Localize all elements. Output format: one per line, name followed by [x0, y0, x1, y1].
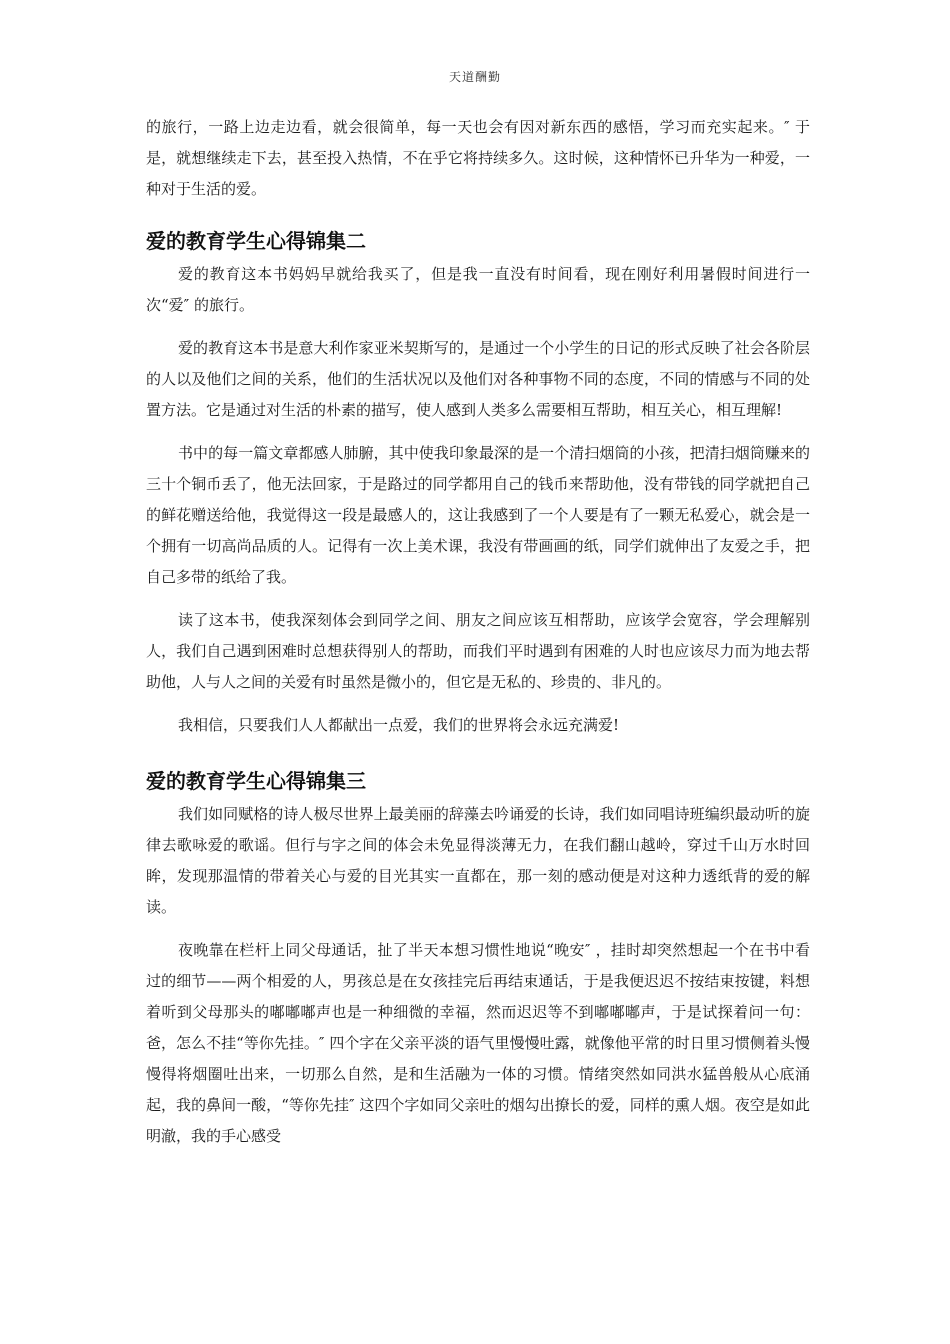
section3-paragraph-2: 夜晚靠在栏杆上同父母通话，扯了半天本想习惯性地说“晚安″ ，挂时却突然想起一个在书中看过的细节——两个相爱的人，男孩总是在女孩挂完后再结束通话，于是我便迟迟不按结束按键，料想着听到父母那头的嘟嘟嘟声也是一种细微的幸福，然而迟迟等不到嘟嘟嘟声，于是试探着问一句：爸，怎么不挂“等你先挂。″ 四个字在父亲平淡的语气里慢慢吐露，就像他平常的时日里习惯侧着头慢慢得将烟圈吐出来，一切那么自然，是和生活融为一体的习惯。情绪突然如同洪水猛兽般从心底涌起，我的鼻间一酸，“等你先挂″ 这四个字如同父亲吐的烟勾出撩长的爱，同样的熏人烟。夜空是如此明澈，我的手心感受 [146, 941, 810, 1145]
section2-paragraph-3: 书中的每一篇文章都感人肺腑，其中使我印象最深的是一个清扫烟筒的小孩，把清扫烟筒赚来的三十个铜币丢了，他无法回家，于是路过的同学都用自己的钱币来帮助他，没有带钱的同学就把自己的鲜花赠送给他，我觉得这一段是最感人的，这让我感到了一个人要是有了一颗无私爱心，就会是一个拥有一切高尚品质的人。记得有一次上美术课，我没有带画画的纸，同学们就伸出了友爱之手，把自己多带的纸给了我。 [146, 444, 810, 586]
section-heading-3: 爱的教育学生心得锦集三 [146, 769, 366, 793]
section2-paragraph-4: 读了这本书，使我深刻体会到同学之间、朋友之间应该互相帮助，应该学会宽容，学会理解别人，我们自己遇到困难时总想获得别人的帮助，而我们平时遇到有困难的人时也应该尽力而为地去帮助他，人与人之间的关爱有时虽然是微小的，但它是无私的、珍贵的、非凡的。 [146, 611, 810, 691]
section2-paragraph-5: 我相信，只要我们人人都献出一点爱，我们的世界将会永远充满爱! [178, 716, 620, 734]
intro-paragraph: 的旅行，一路上边走边看，就会很简单，每一天也会有因对新东西的感悟，学习而充实起来。″ 于是，就想继续走下去，甚至投入热情，不在乎它将持续多久。这时候，这种情怀已升华为一种爱，一种对于生活的爱。 [146, 118, 810, 198]
section3-paragraph-1: 我们如同赋格的诗人极尽世界上最美丽的辞藻去吟诵爱的长诗，我们如同唱诗班编织最动听的旋律去歌咏爱的歌谣。但行与字之间的体会未免显得淡薄无力，在我们翻山越岭，穿过千山万水时回眸，发现那温情的带着关心与爱的目光其实一直都在，那一刻的感动便是对这种力透纸背的爱的解读。 [146, 805, 810, 916]
section-heading-2: 爱的教育学生心得锦集二 [146, 229, 366, 253]
page-header: 天道酬勤 [448, 70, 501, 84]
document-body [146, 112, 810, 1164]
section2-paragraph-1: 爱的教育这本书妈妈早就给我买了，但是我一直没有时间看，现在刚好利用暑假时间进行一次“爱″ 的旅行。 [146, 265, 810, 314]
section2-paragraph-2: 爱的教育这本书是意大利作家亚米契斯写的，是通过一个小学生的日记的形式反映了社会各阶层的人以及他们之间的关系，他们的生活状况以及他们对各种事物不同的态度，不同的情感与不同的处置方法。它是通过对生活的朴素的描写，使人感到人类多么需要相互帮助，相互关心，相互理解! [146, 339, 810, 419]
